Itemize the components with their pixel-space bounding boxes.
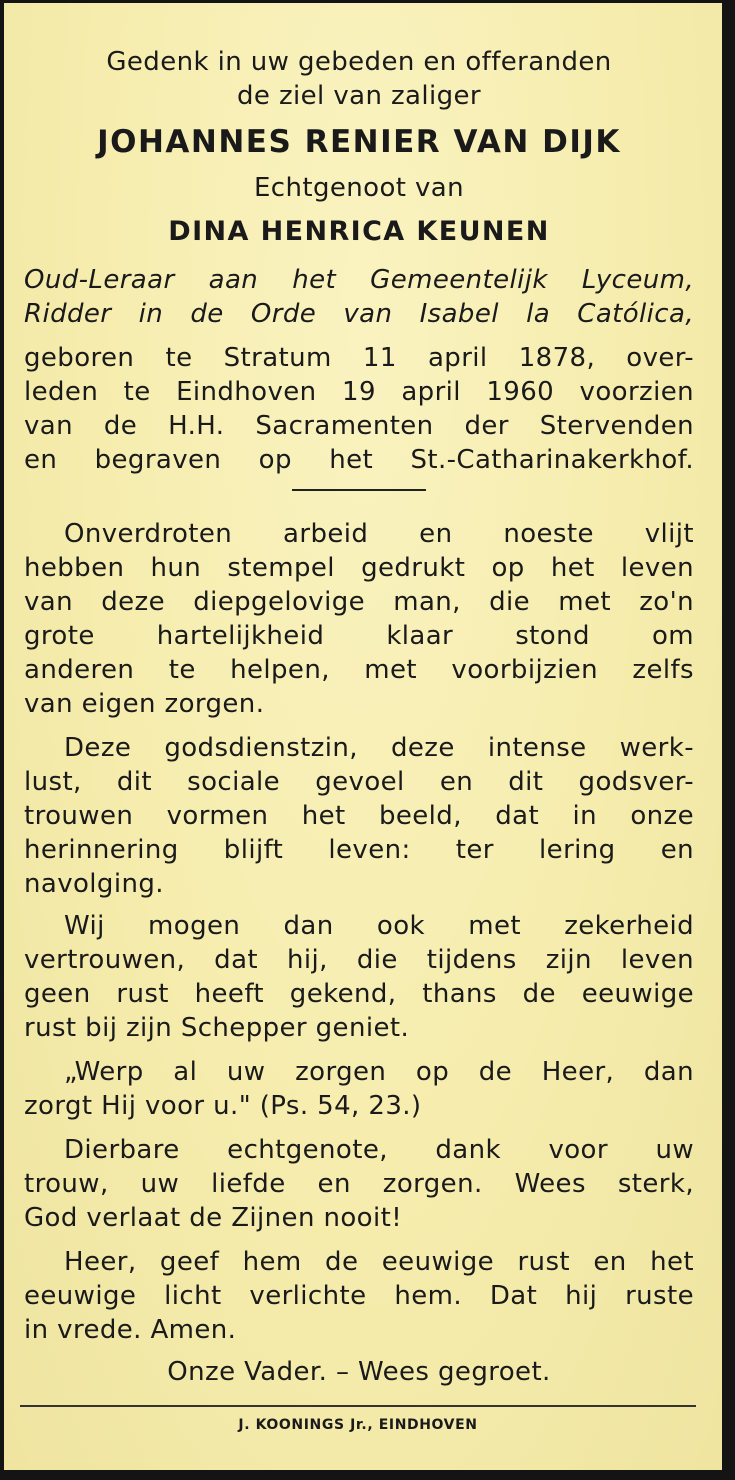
title-line-2: Ridder in de Orde van Isabel la Católica, bbox=[24, 299, 694, 329]
text-line: anderen te helpen, met voorbijzien zelfs bbox=[24, 655, 694, 685]
text-line: hebben hun stempel gedrukt op het leven bbox=[24, 553, 694, 583]
memorial-card bbox=[4, 3, 722, 1470]
text-line: Onverdroten arbeid en noeste vlijt bbox=[64, 519, 694, 549]
text-line: rust bij zijn Schepper geniet. bbox=[24, 1013, 410, 1043]
text-line: van deze diepgelovige man, die met zo'n bbox=[24, 587, 694, 617]
life-line-3: van de H.H. Sacramenten der Stervenden bbox=[24, 411, 694, 441]
invocation-line-1: Gedenk in uw gebeden en offeranden bbox=[106, 47, 612, 77]
text-line: Wij mogen dan ook met zekerheid bbox=[64, 911, 694, 941]
life-line-2: leden te Eindhoven 19 april 1960 voorzien bbox=[24, 377, 694, 407]
printer-imprint: J. KOONINGS Jr., EINDHOVEN bbox=[238, 1417, 478, 1433]
text-line: vertrouwen, dat hij, die tijdens zijn leven bbox=[24, 945, 694, 975]
text-line: God verlaat de Zijnen nooit! bbox=[24, 1203, 403, 1233]
spouse-intro: Echtgenoot van bbox=[253, 173, 465, 203]
closing-prayers: Onze Vader. – Wees gegroet. bbox=[167, 1357, 551, 1387]
invocation-line-2: de ziel van zaliger bbox=[237, 81, 481, 111]
footer-rule bbox=[20, 1405, 696, 1407]
text-line: Deze godsdienstzin, deze intense werk- bbox=[64, 733, 694, 763]
title-line-1: Oud-Leraar aan het Gemeentelijk Lyceum, bbox=[24, 265, 694, 295]
scripture-quote: zorgt Hij voor u." (Ps. 54, 23.) bbox=[24, 1091, 422, 1121]
text-line: trouwen vormen het beeld, dat in onze bbox=[24, 801, 694, 831]
scripture-quote: „Werp al uw zorgen op de Heer, dan bbox=[64, 1057, 694, 1087]
text-line: navolging. bbox=[24, 869, 164, 899]
text-line: geen rust heeft gekend, thans de eeuwige bbox=[24, 979, 694, 1009]
life-line-4: en begraven op het St.-Catharinakerkhof. bbox=[24, 445, 694, 475]
text-line: herinnering blijft leven: ter lering en bbox=[24, 835, 694, 865]
life-line-1: geboren te Stratum 11 april 1878, over- bbox=[24, 343, 694, 373]
deceased-name: JOHANNES RENIER VAN DIJK bbox=[97, 124, 621, 160]
prayer-line: in vrede. Amen. bbox=[24, 1315, 237, 1345]
prayer-line: Heer, geef hem de eeuwige rust en het bbox=[64, 1247, 694, 1277]
text-line: trouw, uw liefde en zorgen. Wees sterk, bbox=[24, 1169, 694, 1199]
separator bbox=[292, 489, 426, 491]
text-line: van eigen zorgen. bbox=[24, 689, 265, 719]
prayer-line: eeuwige licht verlichte hem. Dat hij ruste bbox=[24, 1281, 694, 1311]
text-line: lust, dit sociale gevoel en dit godsver- bbox=[24, 767, 694, 797]
text-line: Dierbare echtgenote, dank voor uw bbox=[64, 1135, 694, 1165]
spouse-name: DINA HENRICA KEUNEN bbox=[168, 216, 550, 247]
text-line: grote hartelijkheid klaar stond om bbox=[24, 621, 694, 651]
